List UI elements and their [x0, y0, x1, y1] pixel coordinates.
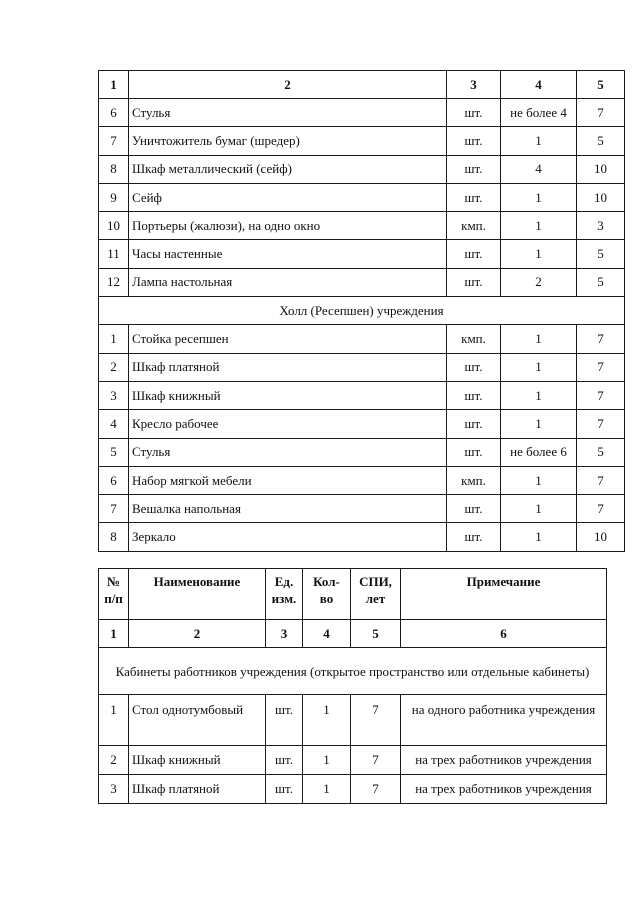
column-number: 6: [401, 620, 607, 648]
section-row: [99, 297, 625, 325]
service-life-cell: 5: [577, 127, 625, 155]
row-number: 12: [99, 268, 129, 296]
unit-cell: шт.: [447, 438, 501, 466]
row-number: 5: [99, 438, 129, 466]
table-row: [99, 381, 625, 409]
table-row: [99, 495, 625, 523]
service-life-cell: 7: [577, 353, 625, 381]
unit-cell: шт.: [447, 240, 501, 268]
table-row: [99, 240, 625, 268]
unit-cell: шт.: [266, 746, 303, 775]
quantity-cell: 4: [501, 155, 577, 183]
note-cell: на трех работников учреждения: [401, 775, 607, 804]
unit-cell: шт.: [266, 695, 303, 746]
item-name: Стойка ресепшен: [129, 325, 447, 353]
row-number: 1: [99, 325, 129, 353]
column-number: 1: [99, 71, 129, 99]
unit-cell: шт.: [447, 155, 501, 183]
service-life-cell: 7: [577, 466, 625, 494]
unit-cell: кмп.: [447, 325, 501, 353]
table-row: [99, 466, 625, 494]
service-life-cell: 10: [577, 155, 625, 183]
quantity-cell: 1: [501, 212, 577, 240]
row-number: 8: [99, 523, 129, 551]
quantity-cell: 1: [303, 695, 351, 746]
item-name: Шкаф книжный: [129, 381, 447, 409]
row-number: 6: [99, 466, 129, 494]
quantity-cell: 2: [501, 268, 577, 296]
row-number: 4: [99, 410, 129, 438]
header-term: СПИ, лет: [351, 569, 401, 620]
quantity-cell: 1: [501, 325, 577, 353]
column-number-row: [99, 71, 625, 99]
quantity-cell: 1: [501, 410, 577, 438]
row-number: 11: [99, 240, 129, 268]
item-name: Лампа настольная: [129, 268, 447, 296]
item-name: Кресло рабочее: [129, 410, 447, 438]
unit-cell: шт.: [447, 410, 501, 438]
note-cell: на трех работников учреждения: [401, 746, 607, 775]
item-name: Шкаф платяной: [129, 353, 447, 381]
item-name: Вешалка напольная: [129, 495, 447, 523]
column-number: 3: [266, 620, 303, 648]
furniture-table-continued: [98, 70, 625, 552]
quantity-cell: 1: [501, 127, 577, 155]
row-number: 3: [99, 381, 129, 409]
section-row: [99, 648, 607, 695]
table-row: [99, 155, 625, 183]
column-number-row: [99, 620, 607, 648]
header-unit: Ед. изм.: [266, 569, 303, 620]
column-number: 4: [501, 71, 577, 99]
header-note: Примечание: [401, 569, 607, 620]
table-row: [99, 695, 607, 746]
row-number: 7: [99, 495, 129, 523]
unit-cell: шт.: [447, 268, 501, 296]
table-row: [99, 99, 625, 127]
column-number: 3: [447, 71, 501, 99]
column-number: 4: [303, 620, 351, 648]
unit-cell: шт.: [447, 523, 501, 551]
service-life-cell: 5: [577, 438, 625, 466]
row-number: 3: [99, 775, 129, 804]
column-number: 5: [577, 71, 625, 99]
column-number: 2: [129, 71, 447, 99]
quantity-cell: 1: [501, 495, 577, 523]
table-row: [99, 268, 625, 296]
quantity-cell: 1: [501, 523, 577, 551]
quantity-cell: 1: [501, 466, 577, 494]
item-name: Шкаф платяной: [129, 775, 266, 804]
table-row: [99, 127, 625, 155]
row-number: 6: [99, 99, 129, 127]
item-name: Часы настенные: [129, 240, 447, 268]
unit-cell: кмп.: [447, 212, 501, 240]
unit-cell: шт.: [447, 99, 501, 127]
table-header-row: [99, 569, 607, 620]
table-row: [99, 410, 625, 438]
unit-cell: шт.: [447, 495, 501, 523]
row-number: 1: [99, 695, 129, 746]
quantity-cell: 1: [303, 775, 351, 804]
item-name: Набор мягкой мебели: [129, 466, 447, 494]
row-number: 2: [99, 746, 129, 775]
row-number: 2: [99, 353, 129, 381]
row-number: 8: [99, 155, 129, 183]
column-number: 2: [129, 620, 266, 648]
table-row: [99, 438, 625, 466]
unit-cell: шт.: [447, 127, 501, 155]
table-row: [99, 353, 625, 381]
table-row: [99, 183, 625, 211]
quantity-cell: 1: [501, 381, 577, 409]
quantity-cell: 1: [501, 353, 577, 381]
item-name: Стол однотумбовый: [129, 695, 266, 746]
service-life-cell: 10: [577, 183, 625, 211]
header-qty: Кол- во: [303, 569, 351, 620]
item-name: Уничтожитель бумаг (шредер): [129, 127, 447, 155]
note-cell: на одного работника учреждения: [401, 695, 607, 746]
section-title: Кабинеты работников учреждения (открытое пространство или отдельные кабинеты): [99, 648, 607, 695]
item-name: Зеркало: [129, 523, 447, 551]
column-number: 5: [351, 620, 401, 648]
header-name: Наименование: [129, 569, 266, 620]
service-life-cell: 7: [577, 99, 625, 127]
quantity-cell: не более 4: [501, 99, 577, 127]
unit-cell: шт.: [447, 353, 501, 381]
item-name: Портьеры (жалюзи), на одно окно: [129, 212, 447, 240]
service-life-cell: 5: [577, 268, 625, 296]
quantity-cell: 1: [501, 183, 577, 211]
service-life-cell: 7: [351, 746, 401, 775]
office-furniture-table: [98, 568, 607, 804]
column-number: 1: [99, 620, 129, 648]
unit-cell: шт.: [266, 775, 303, 804]
row-number: 10: [99, 212, 129, 240]
section-title: Холл (Ресепшен) учреждения: [99, 297, 625, 325]
unit-cell: кмп.: [447, 466, 501, 494]
unit-cell: шт.: [447, 381, 501, 409]
service-life-cell: 7: [577, 381, 625, 409]
service-life-cell: 7: [351, 695, 401, 746]
table-row: [99, 746, 607, 775]
quantity-cell: не более 6: [501, 438, 577, 466]
table-row: [99, 212, 625, 240]
quantity-cell: 1: [501, 240, 577, 268]
service-life-cell: 7: [351, 775, 401, 804]
service-life-cell: 7: [577, 325, 625, 353]
table-row: [99, 775, 607, 804]
quantity-cell: 1: [303, 746, 351, 775]
item-name: Шкаф металлический (сейф): [129, 155, 447, 183]
table-row: [99, 325, 625, 353]
unit-cell: шт.: [447, 183, 501, 211]
service-life-cell: 7: [577, 495, 625, 523]
service-life-cell: 10: [577, 523, 625, 551]
item-name: Стулья: [129, 438, 447, 466]
table-row: [99, 523, 625, 551]
row-number: 9: [99, 183, 129, 211]
service-life-cell: 5: [577, 240, 625, 268]
item-name: Стулья: [129, 99, 447, 127]
service-life-cell: 3: [577, 212, 625, 240]
item-name: Шкаф книжный: [129, 746, 266, 775]
service-life-cell: 7: [577, 410, 625, 438]
row-number: 7: [99, 127, 129, 155]
item-name: Сейф: [129, 183, 447, 211]
header-num: № п/п: [99, 569, 129, 620]
